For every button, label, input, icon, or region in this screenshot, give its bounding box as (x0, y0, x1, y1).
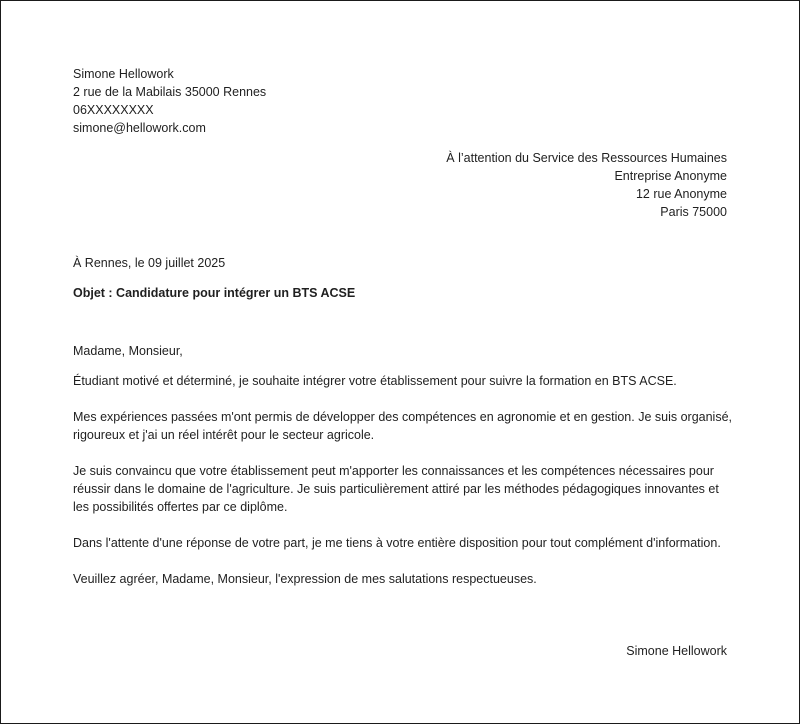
letter-body (73, 372, 733, 606)
sender-phone: 06XXXXXXXX (73, 103, 154, 117)
recipient-attention: À l’attention du Service des Ressources Humaines (446, 151, 727, 165)
letter-salutation: Madame, Monsieur, (73, 344, 183, 358)
body-paragraph: Je suis convaincu que votre établissement peut m'apporter les connaissances et les compétences nécessaires pour réussir dans le domaine de l'agriculture. Je suis particulièrement attiré par les méthodes pédagogiques innovantes et les possibilités offertes par ce diplôme. (73, 464, 719, 514)
letter-date: À Rennes, le 09 juillet 2025 (73, 256, 226, 270)
recipient-city: Paris 75000 (660, 205, 727, 219)
body-paragraph: Étudiant motivé et déterminé, je souhaite intégrer votre établissement pour suivre la formation en BTS ACSE. (73, 374, 677, 388)
closing-paragraph: Veuillez agréer, Madame, Monsieur, l'expression de mes salutations respectueuses. (73, 572, 537, 586)
recipient-block (446, 149, 727, 221)
recipient-street: 12 rue Anonyme (635, 187, 727, 201)
letter-subject: Objet : Candidature pour intégrer un BTS ACSE (73, 286, 356, 300)
sender-name: Simone Hellowork (73, 67, 174, 81)
body-paragraph: Mes expériences passées m'ont permis de développer des compétences en agronomie et en gestion. Je suis organisé, rigoureux et j'ai un réel intérêt pour le secteur agricole. (73, 410, 733, 442)
sender-block (73, 65, 266, 137)
sender-address: 2 rue de la Mabilais 35000 Rennes (73, 85, 267, 99)
body-paragraph: Dans l'attente d'une réponse de votre part, je me tiens à votre entière disposition pour tout complément d'information. (73, 536, 721, 550)
recipient-company: Entreprise Anonyme (614, 169, 727, 183)
letter-signature: Simone Hellowork (626, 644, 727, 658)
sender-email: simone@hellowork.com (73, 121, 206, 135)
